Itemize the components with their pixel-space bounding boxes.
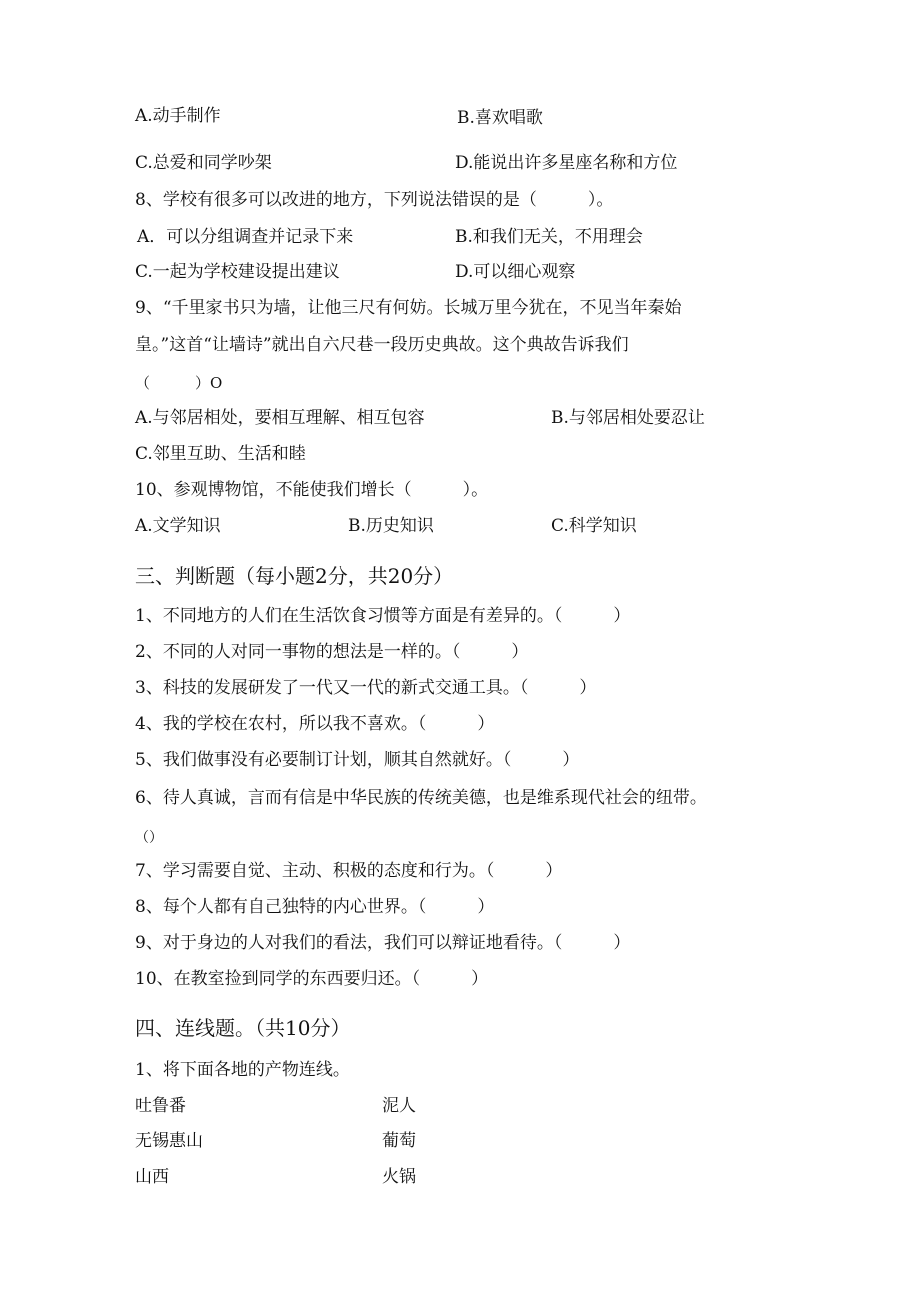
matching-right-3: 火锅 xyxy=(382,1167,416,1187)
section3-title: 三、判断题（每小题2分，共20分） xyxy=(135,564,454,588)
q9-option-b: B.与邻居相处要忍让 xyxy=(551,408,705,428)
q8-option-d: D.可以细心观察 xyxy=(455,262,576,282)
q10-option-a: A.文学知识 xyxy=(135,516,221,536)
judge-item-4: 4、我的学校在农村，所以我不喜欢。（ ） xyxy=(135,714,495,734)
q7-option-a: A.动手制作 xyxy=(135,106,221,126)
q9-option-c: C.邻里互助、生活和睦 xyxy=(135,444,306,464)
q8-option-a: A．可以分组调查并记录下来 xyxy=(137,227,354,247)
judge-item-1: 1、不同地方的人们在生活饮食习惯等方面是有差异的。（ ） xyxy=(135,606,631,626)
q9-option-a: A.与邻居相处，要相互理解、相互包容 xyxy=(135,408,425,428)
q9-stem-line1: 9、“千里家书只为墙，让他三尺有何妨。长城万里今犹在，不见当年秦始 xyxy=(135,298,682,318)
q9-stem-line3: （ ）O xyxy=(135,374,223,392)
q8-option-b: B.和我们无关，不用理会 xyxy=(455,227,643,247)
matching-left-1: 吐鲁番 xyxy=(135,1096,186,1116)
q9-stem-line2: 皇。”这首“让墙诗”就出自六尺巷一段历史典故。这个典故告诉我们 xyxy=(135,335,629,355)
matching-right-2: 葡萄 xyxy=(382,1131,416,1151)
matching-left-2: 无锡惠山 xyxy=(135,1131,203,1151)
q7-option-c: C.总爱和同学吵架 xyxy=(135,153,272,173)
q10-option-c: C.科学知识 xyxy=(551,516,637,536)
judge-item-7: 7、学习需要自觉、主动、积极的态度和行为。（ ） xyxy=(135,861,563,881)
matching-q1-stem: 1、将下面各地的产物连线。 xyxy=(135,1060,350,1080)
judge-item-9: 9、对于身边的人对我们的看法，我们可以辩证地看待。（ ） xyxy=(135,933,631,953)
judge-item-10: 10、在教室捡到同学的东西要归还。（ ） xyxy=(135,969,489,989)
judge-item-6: 6、待人真诚，言而有信是中华民族的传统美德，也是维系现代社会的纽带。 xyxy=(135,788,707,808)
q8-option-c: C.一起为学校建设提出建议 xyxy=(135,262,340,282)
judge-item-8: 8、每个人都有自己独特的内心世界。（ ） xyxy=(135,897,495,917)
q7-option-b: B.喜欢唱歌 xyxy=(457,108,543,128)
q7-option-d: D.能说出许多星座名称和方位 xyxy=(455,153,678,173)
judge-item-5: 5、我们做事没有必要制订计划，顺其自然就好。（ ） xyxy=(135,750,580,770)
matching-right-1: 泥人 xyxy=(382,1096,416,1116)
judge-item-6-answer: （） xyxy=(135,830,163,846)
q8-stem: 8、学校有很多可以改进的地方，下列说法错误的是（ ）。 xyxy=(135,190,614,210)
section4-title: 四、连线题。（共10分） xyxy=(135,1016,351,1040)
q10-stem: 10、参观博物馆，不能使我们增长（ ）。 xyxy=(135,480,489,500)
judge-item-3: 3、科技的发展研发了一代又一代的新式交通工具。（ ） xyxy=(135,678,597,698)
matching-left-3: 山西 xyxy=(135,1167,169,1187)
judge-item-2: 2、不同的人对同一事物的想法是一样的。（ ） xyxy=(135,642,529,662)
q10-option-b: B.历史知识 xyxy=(348,516,434,536)
